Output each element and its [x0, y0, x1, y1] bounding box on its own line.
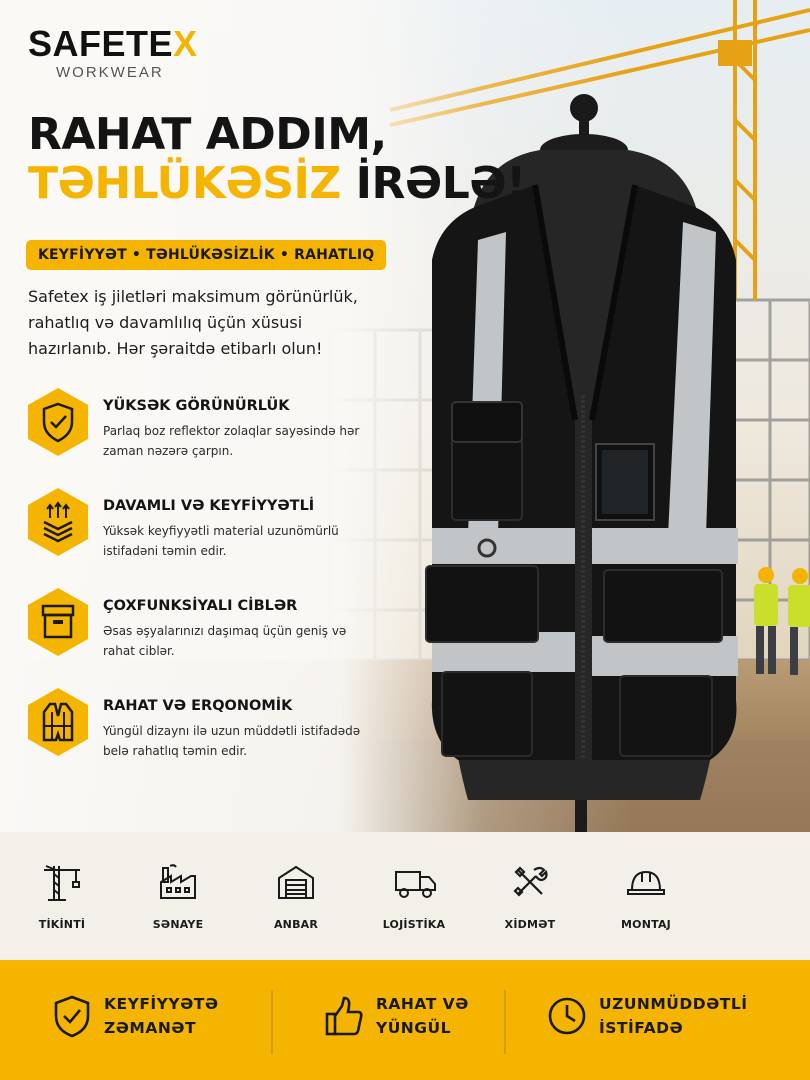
industry-label: TİKİNTİ	[38, 918, 86, 931]
divider	[271, 990, 273, 1054]
divider	[504, 990, 506, 1054]
industry-label: ANBAR	[273, 918, 319, 931]
intro-text: Safetex iş jiletləri maksimum görünürlük, rahatlıq və davamlılıq üçün xüsusi hazırlanıb. Hər şəraitdə etibarlı olun!	[28, 287, 358, 358]
hardhat-icon	[626, 862, 666, 902]
tagline-badge: KEYFİYYƏT • TƏHLÜKƏSİZLİK • RAHATLIQ	[26, 240, 386, 270]
feature-description: Parlaq boz reflektor zolaqlar sayəsində hər zaman nəzərə çarpın.	[103, 424, 360, 458]
industry-label: LOJİSTİKA	[382, 918, 446, 931]
headline-accent: TƏHLÜKƏSİZ	[28, 158, 341, 210]
feature-title: RAHAT VƏ ERQONOMİK	[103, 698, 293, 714]
feature-title: YÜKSƏK GÖRÜNÜRLÜK	[103, 398, 290, 414]
brand-name-accent: X	[173, 23, 198, 64]
benefit-text	[599, 992, 748, 1040]
vest-icon	[26, 686, 90, 758]
thumbs-up-icon	[324, 994, 364, 1038]
benefit-line-2: İSTİFADƏ	[599, 1019, 684, 1037]
benefit-line-1: RAHAT VƏ	[376, 995, 469, 1013]
shield-check-icon	[26, 386, 90, 458]
box-icon	[26, 586, 90, 658]
shield-check-icon	[52, 994, 92, 1038]
headline-rest: İRƏLƏ!	[340, 158, 526, 210]
industry-item	[2, 832, 122, 960]
feature-description: Yüngül dizaynı ilə uzun müddətli istifadədə belə rahatlıq təmin edir.	[103, 724, 361, 758]
benefit-line-2: YÜNGÜL	[376, 1019, 451, 1037]
crane-icon	[42, 862, 82, 902]
benefits-bar	[0, 960, 810, 1080]
industry-item	[470, 832, 590, 960]
benefit-line-2: ZƏMANƏT	[104, 1019, 197, 1037]
benefit-line-1: UZUNMÜDDƏTLİ	[599, 995, 748, 1013]
truck-icon	[394, 862, 438, 902]
feature-item	[26, 686, 366, 758]
benefit-text	[376, 992, 469, 1040]
industry-item	[586, 832, 706, 960]
feature-item	[26, 586, 366, 658]
headline-line-1: RAHAT ADDIM,	[28, 109, 387, 160]
factory-icon	[158, 862, 198, 902]
layers-icon	[26, 486, 90, 558]
industry-item	[354, 832, 474, 960]
industry-item	[118, 832, 238, 960]
feature-item	[26, 486, 366, 558]
feature-title: ÇOXFUNKSİYALI CİBLƏR	[103, 598, 298, 614]
headline-line-2	[28, 159, 526, 208]
headline	[28, 110, 526, 209]
industries-strip	[0, 832, 810, 960]
tools-icon	[510, 862, 550, 902]
benefit-line-1: KEYFİYYƏTƏ	[104, 995, 219, 1013]
industry-label: XİDMƏT	[504, 918, 556, 931]
brand-name: SAFETE	[28, 23, 174, 64]
feature-item	[26, 386, 366, 458]
benefit-text	[104, 992, 219, 1040]
industry-item	[236, 832, 356, 960]
industry-label: SƏNAYE	[152, 918, 204, 931]
brand-logo	[28, 23, 198, 81]
feature-title: DAVAMLI VƏ KEYFİYYƏTLİ	[103, 498, 315, 514]
warehouse-icon	[276, 862, 316, 902]
industry-label: MONTAJ	[621, 918, 671, 931]
feature-description: Əsas əşyalarınızı daşımaq üçün geniş və rahat ciblər.	[103, 624, 347, 658]
clock-icon	[547, 994, 587, 1038]
brand-subtitle: WORKWEAR	[56, 64, 164, 81]
feature-description: Yüksək keyfiyyətli material uzunömürlü istifadəni təmin edir.	[103, 524, 339, 558]
